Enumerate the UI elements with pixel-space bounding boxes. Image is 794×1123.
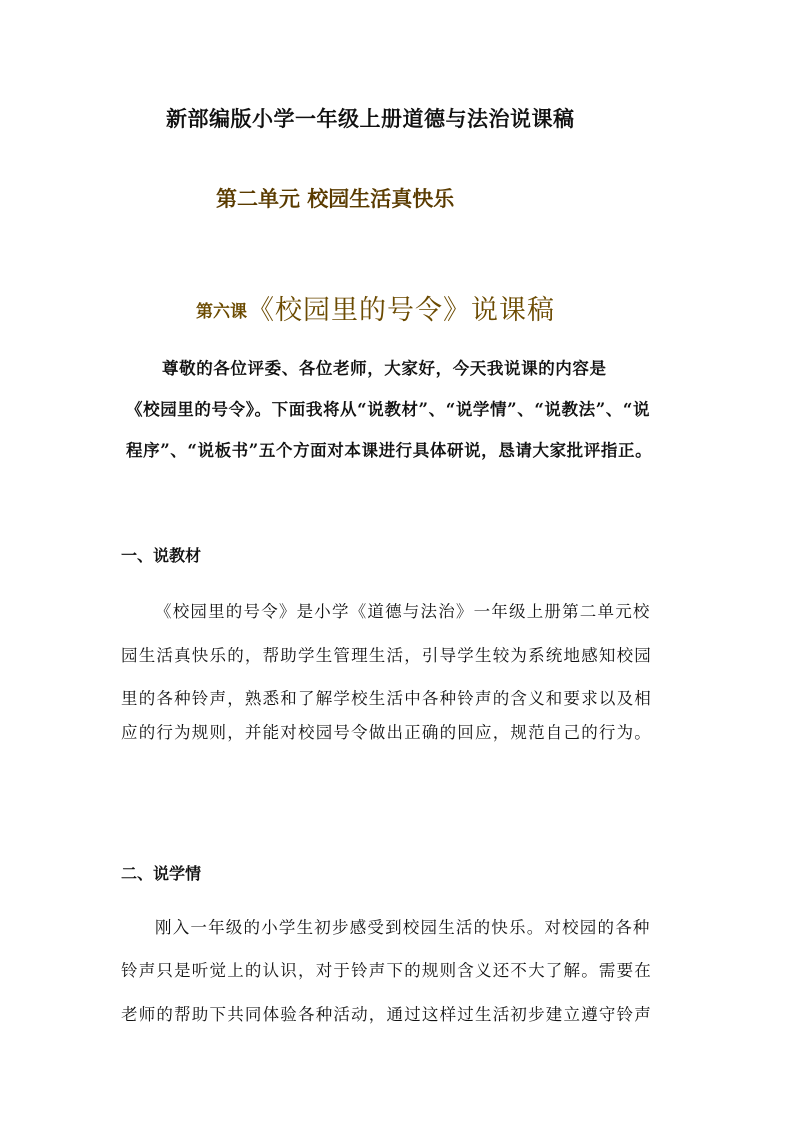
paragraph-line: 应的行为规则，并能对校园号令做出正确的回应，规范自己的行为。 xyxy=(121,723,652,742)
paragraph-line: 《校园里的号令》是小学《道德与法治》一年级上册第二单元校 xyxy=(155,602,651,621)
lesson-title xyxy=(196,288,555,327)
section-heading: 二、说学情 xyxy=(121,864,202,883)
document-title: 新部编版小学一年级上册道德与法治说课稿 xyxy=(166,106,575,131)
intro-line: 《校园里的号令》。下面我将从“说教材”、“说学情”、“说教法”、“说 xyxy=(126,400,651,419)
paragraph-line: 铃声只是听觉上的认识，对于铃声下的规则含义还不大了解。需要在 xyxy=(121,961,652,980)
paragraph-line: 里的各种铃声，熟悉和了解学校生活中各种铃声的含义和要求以及相 xyxy=(121,689,652,708)
intro-line: 尊敬的各位评委、各位老师，大家好，今天我说课的内容是 xyxy=(162,359,607,378)
paragraph-line: 园生活真快乐的，帮助学生管理生活，引导学生较为系统地感知校园 xyxy=(121,646,652,665)
unit-title: 第二单元 校园生活真快乐 xyxy=(216,187,455,211)
paragraph-line: 刚入一年级的小学生初步感受到校园生活的快乐。对校园的各种 xyxy=(155,918,651,937)
lesson-prefix: 第六课 xyxy=(196,302,247,322)
section-heading: 一、说教材 xyxy=(121,546,202,565)
paragraph-line: 老师的帮助下共同体验各种活动，通过这样过生活初步建立遵守铃声 xyxy=(121,1005,652,1024)
lesson-name: 《校园里的号令》说课稿 xyxy=(247,295,555,326)
intro-line: 程序”、“说板书”五个方面对本课进行具体研说，恳请大家批评指正。 xyxy=(126,441,653,460)
